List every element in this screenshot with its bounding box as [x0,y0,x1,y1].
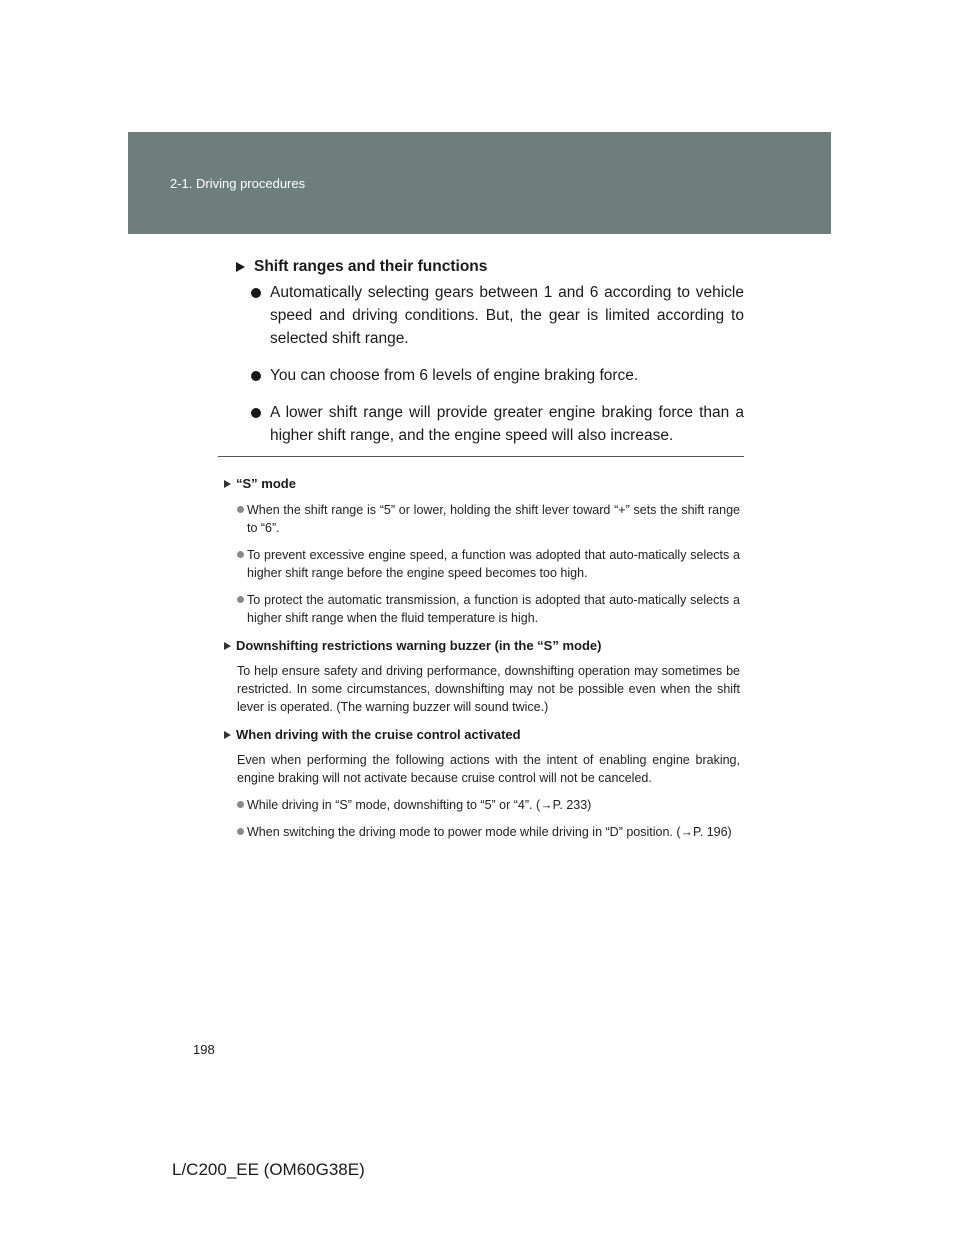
list-item: Automatically selecting gears between 1 and 6 according to vehicle speed and driving conditions. But, the gear is limited according to selected shift range. [232,281,744,350]
list-item: When switching the driving mode to power mode while driving in “D” position. (→P. 196) [222,823,740,841]
section-heading-text: Shift ranges and their functions [254,258,488,275]
section-heading [232,257,744,277]
note-heading-cruise: When driving with the cruise control activated [222,727,740,743]
note-paragraph: To help ensure safety and driving performance, downshifting operation may sometimes be restricted. In some circumstances, downshifting may not be possible even when the shift lever is operated. (The warning buzzer will sound twice.) [237,664,740,714]
triangle-marker-icon [224,731,231,739]
bullet-dot-icon [237,801,244,808]
bullet-dot-icon [251,371,261,381]
bullet-dot-icon [237,551,244,558]
divider [218,456,744,457]
list-item: While driving in “S” mode, downshifting to “5” or “4”. (→P. 233) [222,796,740,814]
note-heading-downshift: Downshifting restrictions warning buzzer (in the “S” mode) [222,638,740,654]
list-item: To protect the automatic transmission, a function is adopted that auto-matically selects a higher shift range when the fluid temperature is high. [222,591,740,627]
main-content [232,257,744,447]
bullet-dot-icon [237,596,244,603]
triangle-marker-icon [224,480,231,488]
notes-section [222,476,740,841]
list-item: When the shift range is “5” or lower, holding the shift lever toward “+” sets the shift range to “6”. [222,501,740,537]
page-number: 198 [193,1042,215,1057]
bullet-list [232,281,744,447]
note-paragraph: Even when performing the following actions with the intent of enabling engine braking, engine braking will not activate because cruise control will not be canceled. [237,753,740,785]
list-item: You can choose from 6 levels of engine braking force. [232,364,744,387]
list-item: A lower shift range will provide greater engine braking force than a higher shift range, and the engine speed will also increase. [232,401,744,447]
section-title: 2-1. Driving procedures [170,176,306,191]
bullet-dot-icon [251,288,261,298]
triangle-marker-icon [224,642,231,650]
note-heading-s-mode: “S” mode [222,476,740,492]
bullet-dot-icon [237,506,244,513]
square-marker-icon [236,262,245,272]
list-item: To prevent excessive engine speed, a function was adopted that auto-matically selects a higher shift range before the engine speed becomes too high. [222,546,740,582]
document-code: L/C200_EE (OM60G38E) [172,1160,365,1179]
bullet-dot-icon [251,408,261,418]
bullet-dot-icon [237,828,244,835]
